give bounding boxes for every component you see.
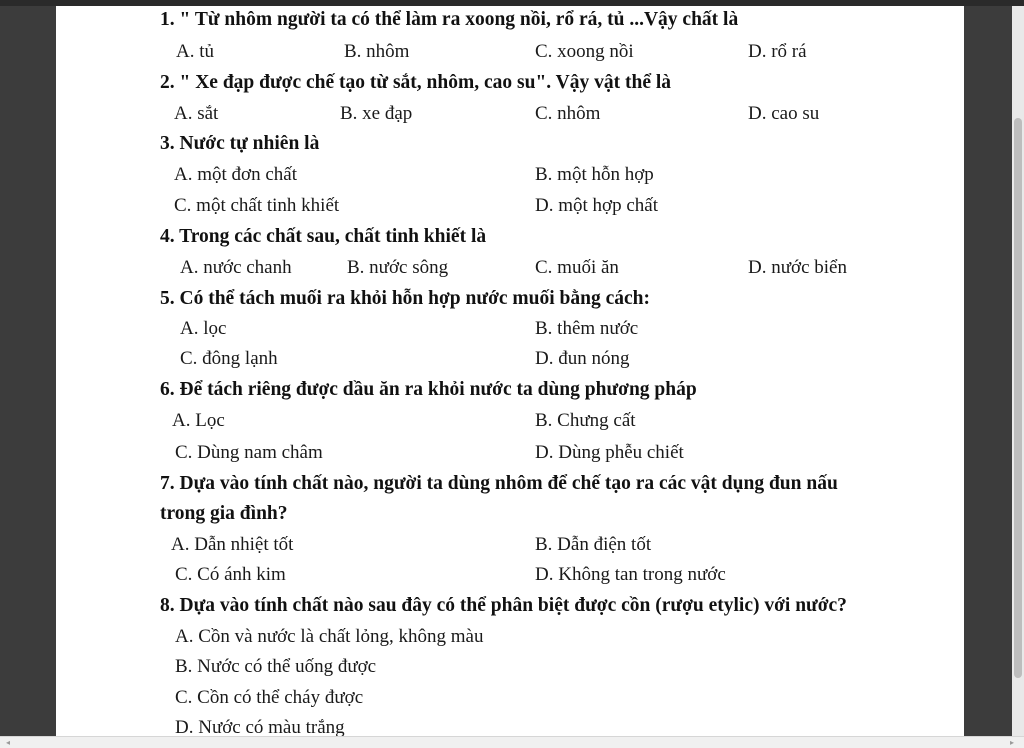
q2-option-c: C. nhôm bbox=[535, 103, 601, 124]
q2-option-d: D. cao su bbox=[748, 103, 820, 124]
q8-option-c: C. Cồn có thể cháy được bbox=[175, 687, 364, 708]
scroll-left-arrow-icon[interactable]: ◂ bbox=[6, 738, 11, 747]
vertical-scrollbar-thumb[interactable] bbox=[1014, 118, 1022, 678]
q6-option-c: C. Dùng nam châm bbox=[175, 442, 323, 463]
q7-option-a: A. Dẫn nhiệt tốt bbox=[171, 534, 294, 555]
q2-option-a: A. sắt bbox=[174, 103, 219, 124]
horizontal-scrollbar[interactable] bbox=[0, 736, 1024, 748]
document-page bbox=[56, 6, 964, 736]
q4-option-d: D. nước biển bbox=[748, 257, 847, 278]
q8-option-d: D. Nước có màu trắng bbox=[175, 717, 345, 736]
q1-option-a: A. tủ bbox=[176, 41, 214, 62]
q5-option-d: D. đun nóng bbox=[535, 348, 630, 369]
question-1: 1. " Từ nhôm người ta có thể làm ra xoong nồi, rổ rá, tủ ...Vậy chất là bbox=[160, 9, 739, 30]
q4-option-a: A. nước chanh bbox=[180, 257, 292, 278]
q4-option-b: B. nước sông bbox=[347, 257, 449, 278]
q3-option-c: C. một chất tinh khiết bbox=[174, 195, 340, 216]
q7-option-d: D. Không tan trong nước bbox=[535, 564, 726, 585]
q6-option-a: A. Lọc bbox=[172, 410, 225, 431]
q5-option-b: B. thêm nước bbox=[535, 318, 639, 339]
scroll-right-arrow-icon[interactable]: ▸ bbox=[1010, 738, 1015, 747]
q2-option-b: B. xe đạp bbox=[340, 103, 413, 124]
q5-option-c: C. đông lạnh bbox=[180, 348, 278, 369]
question-7-line-1: 7. Dựa vào tính chất nào, người ta dùng nhôm để chế tạo ra các vật dụng đun nấu bbox=[160, 473, 838, 494]
q1-option-b: B. nhôm bbox=[344, 41, 410, 62]
question-8: 8. Dựa vào tính chất nào sau đây có thể phân biệt được cồn (rượu etylic) với nước? bbox=[160, 595, 847, 616]
question-7-line-2: trong gia đình? bbox=[160, 503, 288, 524]
q7-option-b: B. Dẫn điện tốt bbox=[535, 534, 652, 555]
q1-option-c: C. xoong nồi bbox=[535, 41, 634, 62]
question-6: 6. Để tách riêng được dầu ăn ra khỏi nước ta dùng phương pháp bbox=[160, 379, 697, 400]
question-5: 5. Có thể tách muối ra khỏi hỗn hợp nước muối bằng cách: bbox=[160, 288, 650, 309]
question-2: 2. " Xe đạp được chế tạo từ sắt, nhôm, cao su". Vậy vật thể là bbox=[160, 72, 672, 93]
q3-option-d: D. một hợp chất bbox=[535, 195, 658, 216]
q8-option-a: A. Cồn và nước là chất lỏng, không màu bbox=[175, 626, 484, 647]
q7-option-c: C. Có ánh kim bbox=[175, 564, 286, 585]
q8-option-b: B. Nước có thể uống được bbox=[175, 656, 377, 677]
question-3: 3. Nước tự nhiên là bbox=[160, 133, 320, 154]
q6-option-d: D. Dùng phễu chiết bbox=[535, 442, 684, 463]
q4-option-c: C. muối ăn bbox=[535, 257, 619, 278]
q3-option-b: B. một hỗn hợp bbox=[535, 164, 654, 185]
q5-option-a: A. lọc bbox=[180, 318, 227, 339]
q3-option-a: A. một đơn chất bbox=[174, 164, 297, 185]
q1-option-d: D. rổ rá bbox=[748, 41, 807, 62]
question-4: 4. Trong các chất sau, chất tinh khiết là bbox=[160, 226, 487, 247]
q6-option-b: B. Chưng cất bbox=[535, 410, 636, 431]
